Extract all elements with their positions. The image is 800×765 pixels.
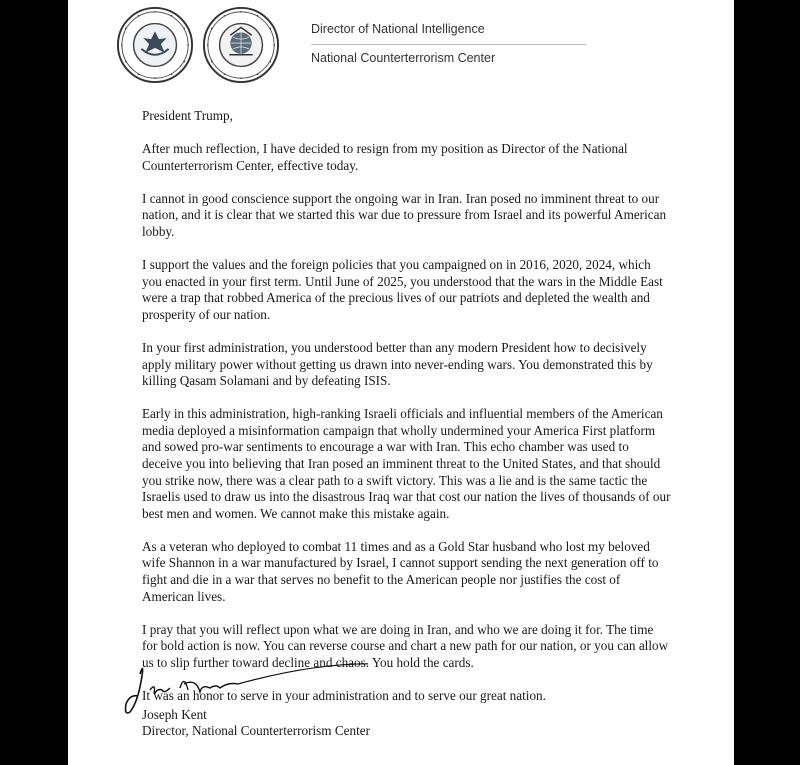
- letter-body: [142, 108, 672, 721]
- nctc-seal-icon: [202, 6, 280, 84]
- paragraph: I pray that you will reflect upon what we are doing in Iran, and who we are doing it for. The time for bold action is now. You can reverse course and chart a new path for our nation, or you can allow us to slip further toward decline and chaos. You hold the cards.: [142, 621, 669, 670]
- paragraph: I support the values and the foreign policies that you campaigned on in 2016, 2020, 2024, which you enacted in your first term. Until June of 2025, you understood that the wars in the Middle East were a trap that robbed America of the precious lives of our patriots and depleted the wealth and prosperity of our nation.: [142, 257, 663, 322]
- signature-block: [142, 707, 370, 739]
- paragraph: As a veteran who deployed to combat 11 times and as a Gold Star husband who lost my beloved wife Shannon in a war manufactured by Israel, I cannot support sending the next generation off to fight and die in a war that serves no benefit to the American people nor justifies the cost of American lives.: [142, 538, 659, 604]
- dni-seal-icon: [116, 6, 194, 84]
- salutation: President Trump,: [142, 108, 233, 123]
- letterhead: [311, 22, 586, 65]
- letterhead-agency: Director of National Intelligence: [311, 22, 586, 45]
- paragraph: I cannot in good conscience support the ongoing war in Iran. Iran posed no imminent threat to our nation, and it is clear that we started this war due to pressure from Israel and its powerful American lobby.: [142, 190, 667, 239]
- paragraph: It was an honor to serve in your administration and to serve our great nation.: [142, 688, 546, 704]
- paragraph: After much reflection, I have decided to resign from my position as Director of the National Counterterrorism Center, effective today.: [142, 141, 628, 173]
- paragraph: Early in this administration, high-ranking Israeli officials and influential members of the American media deployed a misinformation campaign that wholly undermined your America First platform and sowed pro-war sentiments to encourage a war with Iran. This echo chamber was used to deceive you into believing that Iran posed an imminent threat to the United States, and that should you strike now, there was a clear path to a swift victory. This was a lie and is the same tactic the Israelis used to draw us into the disastrous Iraq war that cost our nation the lives of thousands of our best men and women. We cannot make this mistake again.: [142, 406, 671, 521]
- letter-page: [68, 0, 734, 765]
- signer-title: Director, National Counterterrorism Center: [142, 723, 370, 738]
- signer-name: Joseph Kent: [142, 707, 207, 722]
- letterhead-center: National Counterterrorism Center: [311, 51, 496, 65]
- paragraph: In your first administration, you understood better than any modern President how to decisively apply military power without getting us drawn into never-ending wars. You demonstrated this by killing Qasam Solamani and by defeating ISIS.: [142, 339, 653, 389]
